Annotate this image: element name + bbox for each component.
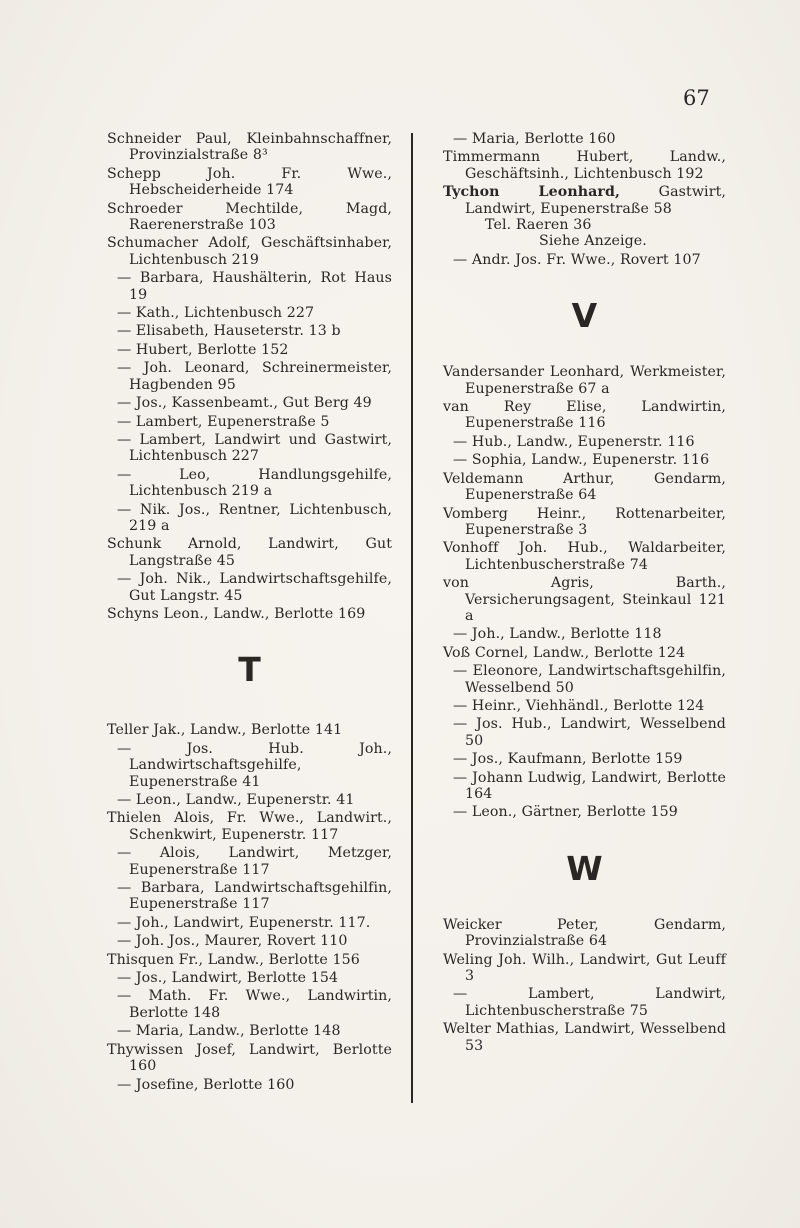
entry-details: Gendarm, Eupenerstraße 64 xyxy=(465,470,726,504)
entry-name: Vonhoff Joh. Hub., xyxy=(443,540,608,557)
entry-name: — Joh., xyxy=(117,914,169,931)
entry-details: Hebscheiderheide 174 xyxy=(129,182,294,199)
entry-details: Gendarm, Provinzialstraße 64 xyxy=(465,916,726,950)
entry-details: Landw., Berlotte 118 xyxy=(509,626,662,643)
section-letter-w: W xyxy=(566,848,603,888)
entry-name: — Nik. Jos., xyxy=(117,501,211,518)
entry-details: Berlotte 152 xyxy=(197,341,289,358)
entry-name: Thisquen Fr., xyxy=(107,951,204,968)
entry-name: Schneider Paul, xyxy=(107,131,232,147)
directory-entry xyxy=(107,933,392,949)
entry-details: Landwirt, Wesselbend 50 xyxy=(465,716,726,749)
directory-entry xyxy=(107,845,392,878)
entry-name: — Jos. Hub., xyxy=(453,716,552,733)
entry-name: — Andr. Jos. Fr. Wwe., xyxy=(453,251,616,268)
directory-entry xyxy=(443,131,726,147)
directory-entry xyxy=(107,915,392,931)
entry-name: Voß Cornel, xyxy=(443,644,529,661)
directory-entry xyxy=(107,571,392,604)
directory-entry xyxy=(443,540,726,573)
entry-name: Welter Mathias, xyxy=(443,1021,560,1038)
entry-name: — Maria, xyxy=(117,1023,184,1040)
directory-entry xyxy=(443,506,726,539)
entry-name: Weling Joh. Wilh., xyxy=(443,951,575,968)
entry-name: — Barbara, xyxy=(117,270,204,287)
entry-details: Landwirt, Lichtenbuscherstraße 75 xyxy=(465,986,726,1019)
entry-name: — Barbara, xyxy=(117,880,205,897)
directory-entry xyxy=(107,432,392,465)
entry-details: Landwirtschaftsgehilfe, Gut Langstr. 45 xyxy=(129,571,392,604)
entry-details: Waldarbeiter, Lichtenbuscherstraße 74 xyxy=(465,540,726,573)
entry-details: Landwirtschaftsgehilfe, Eupenerstraße 41 xyxy=(129,757,302,790)
entry-details: Maurer, Rovert 110 xyxy=(204,933,348,950)
directory-entry xyxy=(107,131,392,164)
entry-details: Landw., Geschäftsinh., Lichtenbusch 192 xyxy=(465,149,726,182)
directory-entry xyxy=(107,414,392,430)
directory-entry xyxy=(443,663,726,696)
directory-entry xyxy=(107,810,392,843)
entry-name: Veldemann Arthur, xyxy=(443,470,615,487)
directory-entry xyxy=(443,252,726,268)
entry-details: Lichtenbusch 227 xyxy=(184,305,315,322)
entry-name: Schepp Joh. Fr. Wwe., xyxy=(107,165,392,182)
directory-entry xyxy=(107,201,392,234)
directory-entry xyxy=(107,952,392,968)
right-column xyxy=(443,131,726,1056)
directory-entry xyxy=(443,1021,726,1054)
directory-entry xyxy=(107,467,392,500)
entry-details: Landwirt, Eupenerstr. 117. xyxy=(173,914,371,931)
entry-name: — Alois, xyxy=(117,845,201,862)
entry-details: Fr. Wwe., Landwirt., Schenkwirt, Eupenerstr. 117 xyxy=(129,810,392,843)
directory-entry xyxy=(107,270,392,303)
entry-name: — Joh. Leonard, xyxy=(117,360,250,377)
entry-details: Versicherungsagent, Steinkaul 121 a xyxy=(465,591,726,624)
entry-details: Kaufmann, Berlotte 159 xyxy=(507,751,683,768)
entry-details: Geschäftsinhaber, Lichtenbusch 219 xyxy=(129,235,392,268)
directory-entry xyxy=(107,395,392,411)
entry-details: Kleinbahnschaffner, Provinzialstraße 8³ xyxy=(129,131,392,164)
entry-ad-note: Siehe Anzeige. xyxy=(539,233,647,250)
entry-name: — Leo, xyxy=(117,466,211,483)
entry-telephone: Tel. Raeren 36 xyxy=(485,217,592,234)
entry-details: Landwirt, Berlotte 164 xyxy=(465,769,726,802)
entry-details: Rottenarbeiter, Eupenerstraße 3 xyxy=(465,505,726,538)
entry-details: Landwirt, Berlotte 160 xyxy=(129,1041,392,1075)
entry-details: Magd, Raerenerstraße 103 xyxy=(129,200,392,234)
directory-entry xyxy=(443,952,726,985)
entry-name: — Jos., xyxy=(453,751,503,768)
entry-name: — Jos., xyxy=(117,395,167,412)
entry-details: Landwirtin, Eupenerstraße 116 xyxy=(465,399,726,432)
entry-details: Landw., Berlotte 156 xyxy=(207,951,360,968)
directory-entry xyxy=(443,149,726,182)
entry-name: Teller Jak., xyxy=(107,722,186,739)
entry-name: von Agris, Barth., xyxy=(443,575,726,592)
entry-name: Schumacher Adolf, xyxy=(107,235,251,252)
entry-details: Landw., Berlotte 148 xyxy=(188,1023,341,1040)
directory-entry xyxy=(107,722,392,738)
entry-name: — Math. Fr. Wwe., xyxy=(117,988,291,1005)
entry-name: — Johann Ludwig, xyxy=(453,769,587,786)
directory-entry xyxy=(443,751,726,767)
entry-details: Landwirt, Gut Leuff 3 xyxy=(465,951,726,985)
directory-entry xyxy=(107,1077,392,1093)
entry-details: Berlotte 160 xyxy=(203,1076,295,1093)
entry-name: — Lambert, xyxy=(117,431,207,448)
entry-name: Weicker Peter, xyxy=(443,916,599,933)
entry-name: Thywissen Josef, xyxy=(107,1041,237,1058)
left-column xyxy=(107,131,392,1095)
entry-name: Vomberg Heinr., xyxy=(443,505,587,522)
directory-entry xyxy=(443,645,726,661)
directory-entry xyxy=(107,988,392,1021)
directory-entry xyxy=(443,716,726,749)
entry-name: — Jos. Hub. Joh., xyxy=(117,740,392,757)
directory-entry xyxy=(107,741,392,790)
entry-details: Landwirt, Wesselbend 53 xyxy=(465,1021,726,1054)
entry-name: Tychon Leonhard, xyxy=(443,184,621,201)
directory-entry xyxy=(443,399,726,432)
directory-entry xyxy=(443,364,726,397)
directory-entry xyxy=(443,804,726,820)
directory-entry xyxy=(443,986,726,1019)
entry-name: — Joh. Jos., xyxy=(117,933,200,950)
entry-name: — Lambert, xyxy=(453,986,595,1003)
directory-entry xyxy=(107,323,392,339)
entry-name: — Elisabeth, xyxy=(117,323,209,340)
directory-entry xyxy=(443,471,726,504)
directory-entry xyxy=(443,575,726,624)
entry-name: Timmermann Hubert, xyxy=(443,149,634,166)
entry-details: Landwirtin, Berlotte 148 xyxy=(129,988,392,1021)
section-t-entries xyxy=(107,722,392,1093)
directory-entry xyxy=(107,880,392,913)
directory-entry xyxy=(107,536,392,569)
entry-name: Vandersander Leonhard, xyxy=(443,364,625,381)
entry-details: Viehhändl., Berlotte 124 xyxy=(525,697,705,714)
entry-details: Landwirt und Gastwirt, Lichtenbusch 227 xyxy=(129,431,392,465)
section-letter-t: T xyxy=(238,650,261,690)
directory-entry xyxy=(443,770,726,803)
entry-name: — Heinr., xyxy=(453,697,522,714)
entry-name: — Josefine, xyxy=(117,1076,199,1093)
directory-entry xyxy=(107,502,392,535)
entry-details: Kassenbeamt., Gut Berg 49 xyxy=(171,395,372,412)
entry-details: Gastwirt, Landwirt, Eupenerstraße 58 xyxy=(465,184,726,217)
entry-details: Landwirtschaftsgehilfin, Wesselbend 50 xyxy=(465,663,726,696)
entry-name: — Jos., xyxy=(117,970,167,987)
directory-entry xyxy=(107,1042,392,1075)
page-number: 67 xyxy=(683,86,710,110)
directory-entry xyxy=(443,626,726,642)
entry-details: Landwirtschaftsgehilfin, Eupenerstraße 117 xyxy=(129,880,392,913)
section-w-entries xyxy=(443,917,726,1054)
directory-entry xyxy=(107,342,392,358)
entry-details: Landwirt, Metzger, Eupenerstraße 117 xyxy=(129,845,392,878)
entry-details: Landw., Berlotte 141 xyxy=(190,722,343,739)
entry-name: Schunk Arnold, xyxy=(107,536,242,553)
entry-details: Rovert 107 xyxy=(620,251,701,268)
entry-details: Landw., Eupenerstr. 116 xyxy=(531,452,710,469)
entry-name: — Lambert, xyxy=(117,413,203,430)
section-letter-v: V xyxy=(571,296,598,336)
entry-details: Gärtner, Berlotte 159 xyxy=(521,804,678,821)
section-t-tail-entries xyxy=(443,252,726,268)
entry-name: — Sophia, xyxy=(453,452,527,469)
directory-entry xyxy=(107,970,392,986)
directory-entry xyxy=(107,360,392,393)
entry-details: Eupenerstraße 5 xyxy=(207,413,330,430)
directory-entry xyxy=(107,166,392,199)
entry-name: — Eleonore, xyxy=(453,663,543,680)
entry-name: van Rey Elise, xyxy=(443,399,607,416)
entry-details: Hauseterstr. 13 b xyxy=(213,323,341,340)
column-divider xyxy=(411,133,413,1103)
entry-name: — Hub., xyxy=(453,433,513,450)
entry-details: Landw., Eupenerstr. 116 xyxy=(516,433,695,450)
entry-details: Haushälterin, Rot Haus 19 xyxy=(129,270,392,303)
section-s-entries xyxy=(107,131,392,622)
entry-name: — Leon., xyxy=(453,804,518,821)
entry-name: — Maria, xyxy=(453,131,520,147)
entry-name: — Joh., xyxy=(453,626,505,643)
entry-details: Werkmeister, Eupenerstraße 67 a xyxy=(465,364,726,397)
directory-entry xyxy=(107,606,392,622)
entry-name: — Joh. Nik., xyxy=(117,571,212,588)
directory-entry xyxy=(107,235,392,268)
entry-details: Handlungsgehilfe, Lichtenbusch 219 a xyxy=(129,466,392,500)
entry-details: Schreinermeister, Hagbenden 95 xyxy=(129,360,392,393)
directory-entry-tychon xyxy=(443,184,726,250)
entry-details: Rentner, Lichtenbusch, 219 a xyxy=(129,501,392,534)
section-v-entries xyxy=(443,364,726,821)
directory-entry xyxy=(107,1023,392,1039)
entry-name: Schroeder Mechtilde, xyxy=(107,200,304,217)
entry-name: Schyns Leon., xyxy=(107,605,209,622)
entry-details: Landw., Berlotte 124 xyxy=(532,644,686,661)
entry-name: — Hubert, xyxy=(117,341,193,358)
entry-details: Landw., Eupenerstr. 41 xyxy=(185,792,355,808)
entry-name: — Leon., xyxy=(117,792,182,808)
entry-details: Landwirt, Gut Langstraße 45 xyxy=(129,536,392,569)
directory-entry xyxy=(443,698,726,714)
entry-details: Berlotte 160 xyxy=(524,131,616,147)
directory-entry xyxy=(107,305,392,321)
directory-entry xyxy=(443,434,726,450)
entry-name: Thielen Alois, xyxy=(107,810,215,827)
entry-details: Landw., Berlotte 169 xyxy=(213,605,366,622)
section-t-continued-entries xyxy=(443,131,726,182)
directory-entry xyxy=(443,452,726,468)
entry-name: — Kath., xyxy=(117,305,180,322)
entry-details: Landwirt, Berlotte 154 xyxy=(171,970,339,987)
directory-entry xyxy=(107,792,392,808)
directory-entry xyxy=(443,917,726,950)
